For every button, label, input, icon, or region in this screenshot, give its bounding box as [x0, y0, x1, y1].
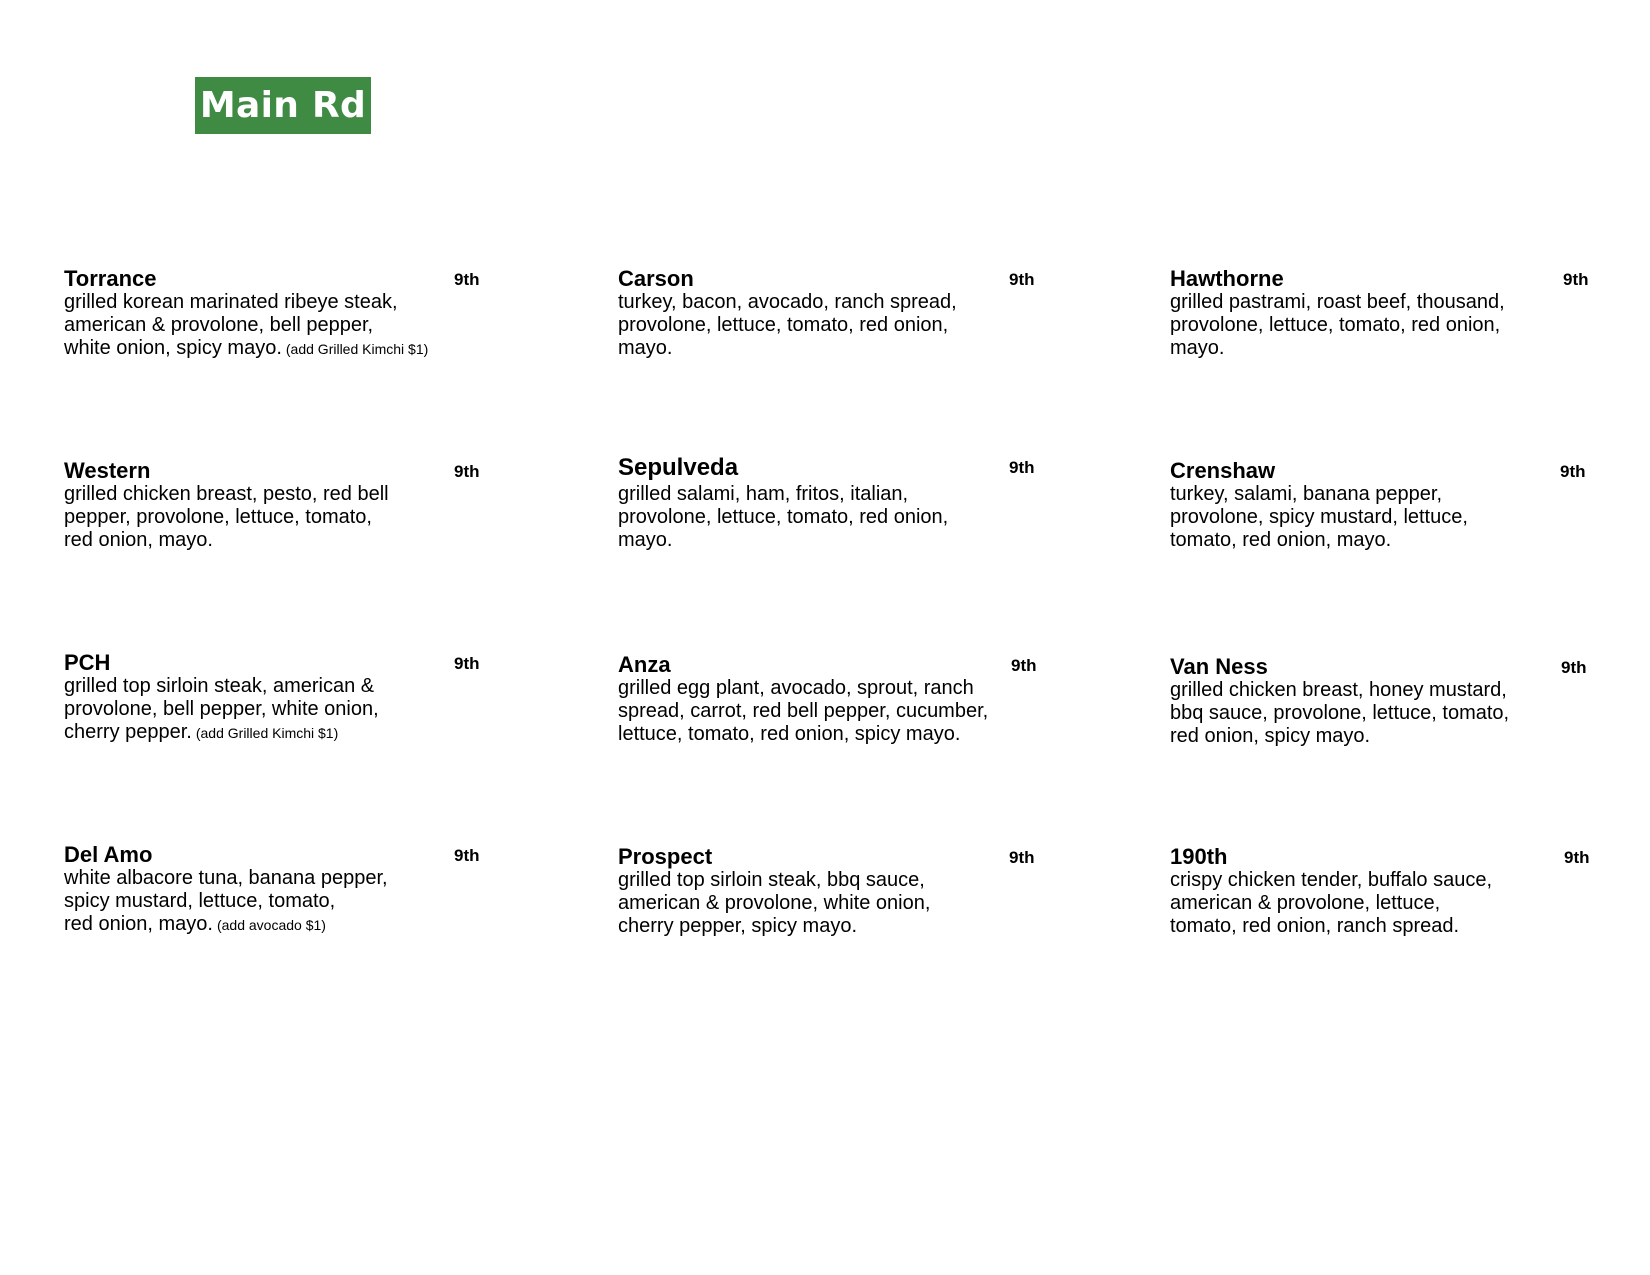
desc-line: mayo. [618, 529, 673, 551]
desc-line: white onion, spicy mayo. [64, 337, 282, 359]
menu-item-van-ness [1170, 654, 1590, 748]
item-name: Prospect [618, 844, 713, 869]
item-description [618, 869, 1038, 938]
desc-line: crispy chicken tender, buffalo sauce, [1170, 869, 1493, 891]
item-price: 9th [1561, 658, 1587, 677]
item-description [1170, 483, 1590, 552]
desc-line: provolone, lettuce, tomato, red onion, [618, 506, 949, 528]
desc-line: white albacore tuna, banana pepper, [64, 867, 388, 889]
desc-line: cherry pepper, spicy mayo. [618, 915, 857, 937]
item-name: Torrance [64, 266, 157, 291]
desc-line: grilled korean marinated ribeye steak, [64, 291, 398, 313]
item-price: 9th [1009, 270, 1035, 289]
item-price: 9th [1009, 458, 1035, 477]
item-price: 9th [1560, 462, 1586, 481]
desc-line: red onion, mayo. [64, 913, 213, 935]
item-description [64, 675, 484, 745]
menu-item-torrance [64, 266, 484, 361]
item-price: 9th [454, 270, 480, 289]
item-description [64, 867, 484, 937]
addon-note: (add Grilled Kimchi $1) [285, 341, 429, 357]
menu-item-anza [618, 652, 1038, 746]
item-description [1170, 679, 1590, 748]
desc-line: grilled chicken breast, pesto, red bell [64, 483, 389, 505]
item-price: 9th [1009, 848, 1035, 867]
item-price: 9th [454, 654, 480, 673]
desc-line: red onion, mayo. [64, 529, 213, 551]
location-badge: Main Rd [195, 77, 371, 134]
item-name: PCH [64, 650, 111, 675]
desc-line: grilled top sirloin steak, bbq sauce, [618, 869, 925, 891]
item-name: Western [64, 458, 151, 483]
item-description [618, 677, 1038, 746]
item-name: Van Ness [1170, 654, 1268, 679]
item-description [64, 291, 484, 361]
item-name: Anza [618, 652, 671, 677]
addon-note: (add avocado $1) [216, 917, 326, 933]
menu-item-190th [1170, 844, 1590, 938]
menu-item-carson [618, 266, 1038, 360]
item-price: 9th [454, 846, 480, 865]
menu-item-western [64, 458, 484, 552]
desc-line: provolone, bell pepper, white onion, [64, 698, 379, 720]
desc-line: mayo. [618, 337, 673, 359]
item-name: Sepulveda [618, 454, 739, 481]
desc-line: bbq sauce, provolone, lettuce, tomato, [1170, 702, 1510, 724]
desc-line: provolone, lettuce, tomato, red onion, [1170, 314, 1501, 336]
item-price: 9th [454, 462, 480, 481]
desc-line: spicy mustard, lettuce, tomato, [64, 890, 336, 912]
item-description [618, 291, 1038, 360]
menu-item-hawthorne [1170, 266, 1590, 360]
desc-line: american & provolone, bell pepper, [64, 314, 374, 336]
item-name: Carson [618, 266, 694, 291]
desc-line: red onion, spicy mayo. [1170, 725, 1371, 747]
addon-note: (add Grilled Kimchi $1) [195, 725, 339, 741]
menu-item-prospect [618, 844, 1038, 938]
menu-item-sepulveda [618, 455, 1038, 552]
item-description [64, 483, 484, 552]
desc-line: provolone, spicy mustard, lettuce, [1170, 506, 1468, 528]
item-price: 9th [1563, 270, 1589, 289]
desc-line: american & provolone, lettuce, [1170, 892, 1441, 914]
item-description [618, 483, 1038, 552]
item-name: Crenshaw [1170, 458, 1276, 483]
item-price: 9th [1011, 656, 1037, 675]
desc-line: tomato, red onion, ranch spread. [1170, 915, 1460, 937]
desc-line: grilled egg plant, avocado, sprout, ranch [618, 677, 974, 699]
desc-line: american & provolone, white onion, [618, 892, 931, 914]
menu-item-crenshaw [1170, 458, 1590, 552]
desc-line: tomato, red onion, mayo. [1170, 529, 1392, 551]
item-name: Hawthorne [1170, 266, 1284, 291]
desc-line: grilled top sirloin steak, american & [64, 675, 375, 697]
item-name: 190th [1170, 844, 1228, 869]
desc-line: pepper, provolone, lettuce, tomato, [64, 506, 372, 528]
desc-line: cherry pepper. [64, 721, 192, 743]
item-description [1170, 869, 1590, 938]
desc-line: turkey, bacon, avocado, ranch spread, [618, 291, 957, 313]
item-price: 9th [1564, 848, 1590, 867]
desc-line: turkey, salami, banana pepper, [1170, 483, 1443, 505]
desc-line: spread, carrot, red bell pepper, cucumber, [618, 700, 989, 722]
menu-item-del-amo [64, 842, 484, 937]
desc-line: lettuce, tomato, red onion, spicy mayo. [618, 723, 961, 745]
desc-line: grilled salami, ham, fritos, italian, [618, 483, 909, 505]
desc-line: grilled chicken breast, honey mustard, [1170, 679, 1507, 701]
menu-item-pch [64, 650, 484, 745]
desc-line: provolone, lettuce, tomato, red onion, [618, 314, 949, 336]
desc-line: grilled pastrami, roast beef, thousand, [1170, 291, 1505, 313]
item-name: Del Amo [64, 842, 153, 867]
item-description [1170, 291, 1590, 360]
desc-line: mayo. [1170, 337, 1225, 359]
